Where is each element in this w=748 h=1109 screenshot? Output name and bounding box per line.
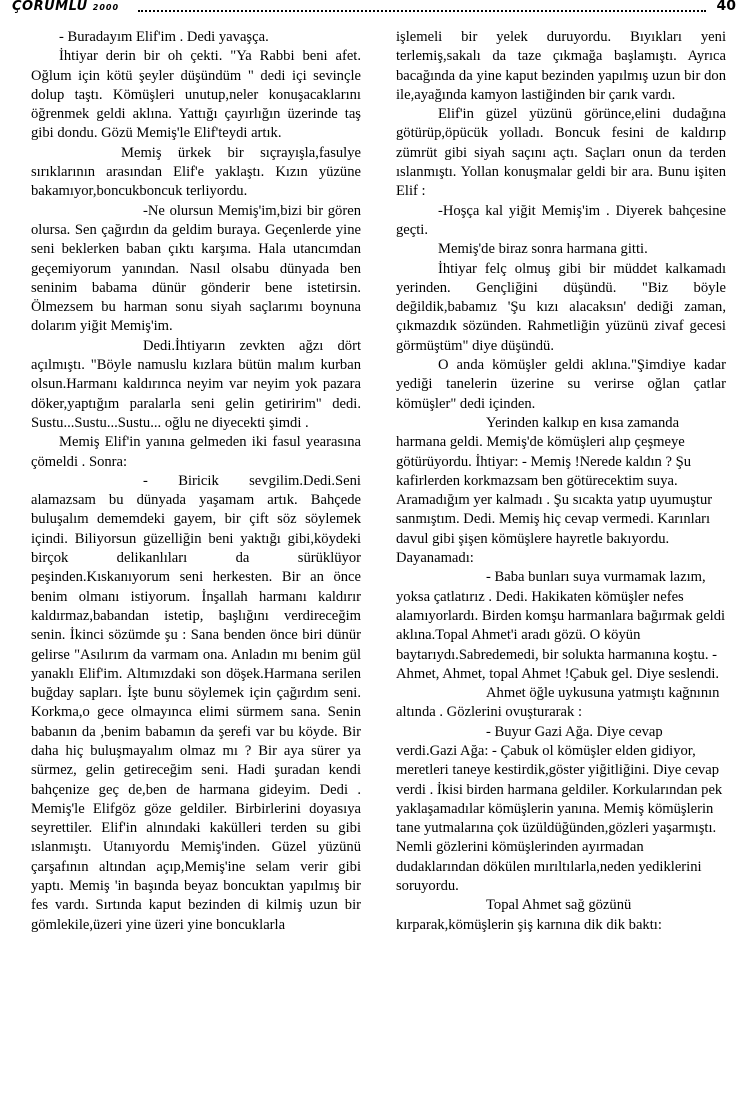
paragraph: işlemeli bir yelek duruyordu. Bıyıkları yeni terlemiş,sakalı da taze çıkmağa başlamıştı. Ayrıca bacağında da yine kaput bezinden yapılmış uzun bir don ile,ayağında kamyon lastiğinden bir çarık vardı. [396,29,726,103]
paragraph: - Baba bunları suya vurmamak lazım, yoksa çatlatırız . Dedi. Hakikaten kömüşler nefes alamıyorlardı. Birden komşu harmanlara bağırmak geldi aklına.Topal Ahmet'i aradı gözü. O köyün baytarıydı.Sabredemedi, bir solukta harmanına koştu. - Ahmet, Ahmet, topal Ahmet !Çabuk gel. Diye seslendi. [396,569,726,682]
paragraph: - Biricik sevgilim.Dedi.Seni alamazsam bu dünyada yaşamam artık. Bahçede buluşalım dememdeki gayem, bir çift söz söylemek içindi. Biliyorsun güzelliğin beni yaktığı gibi,köydeki birçok delikanlıları da sürüklüyor peşinden.Kıskanıyorum seni herkesten. Bir an önce benim olmanı istiyorum. İnşallah harmanı kaldırır kaldırmaz,babandan istetip, başlığını verdireceğim senin. İkinci sözümde şu : Sana benden önce biri dünür gelirse "Asılırım da varmam ona. Anladın mı benim gül yanaklı Elif'im. Altımızdaki son döşek.Harmana serilen buğday sapları. İşte bunu söylemek için çağırdım seni. Korkma,o gece olmayınca elimi sürmem sana. Senin babanın da ,benim babamın da şerefi var bu köyde. Bir daha hiç buluşmayalım olmaz mı ? Bir aya sürer ya sürmez, gelin getireceğim seni. Hadi şuradan kendi bahçenize geç de,ben de harmana gideyim. Dedi . Memiş'le Elifgöz göze geldiler. Birbirlerini doyasıya seyrettiler. Elif'in alnındaki kakülleri terden su gibi ıslanmıştı. Utanıyordu Memiş'inden. Güzel yüzünü çarşafının altından açıp,Memiş'ine selam verir gibi yaptı. Memiş 'in başında beyaz boncuktan yapılmış bir fes vardı. Sırtında kaput bezinden di kilmiş uzun bir gömlekile,üzeri yine üzeri yine boncuklarla [31,472,361,933]
page-number: 40 [716,0,736,14]
magazine-name [12,0,119,14]
page-header [10,0,738,18]
paragraph: İhtiyar derin bir oh çekti. "Ya Rabbi beni afet. Oğlum için kötü şeyler düşündüm " dedi içi sevinçle dolup taştı. Kömüşleri unutup,neler konuşacaklarını öğrenmek geldi aklına. Yattığı çayırlığın üzerinde taş gibi dondu. Gözü Memiş'le Elif'teydi artık. [31,48,361,142]
paragraph: - Buradayım Elif'im . Dedi yavaşça. [59,29,269,45]
header-rule [138,10,706,12]
paragraph: Ahmet öğle uykusuna yatmıştı kağnının altında . Gözlerini ovuşturarak : [396,685,720,721]
paragraph: Topal Ahmet sağ gözünü kırparak,kömüşlerin şiş karnına dik dik baktı: [396,897,662,933]
right-column [396,28,726,935]
paragraph: -Ne olursun Memiş'im,bizi bir gören olursa. Sen çağırdın da geldim buraya. Geçenlerde yine seni beklerken baban çıktı karşıma. Hala utancımdan geçemiyorum yanından. Nasıl olsabu dünyada ben seninim babama dünür gönderir bene istetirsin. Ölmezsem bu harman sonu siyah saçlarımı boynuna dolarım yiğit Memiş'im. [31,202,361,335]
paragraph: İhtiyar felç olmuş gibi bir müddet kalkamadı yerinden. Gençliğini düşündü. "Biz böyle değildik,babamız 'Şu kızı alacaksın' dediği zaman, çıkmazdık sözünden. Rahmetliğin yüzünü zivaf gecesi görmüştüm" diye düşündü. [396,260,726,354]
paragraph: -Hoşça kal yiğit Memiş'im . Diyerek bahçesine geçti. [396,202,726,238]
paragraph: Memiş'de biraz sonra harmana gitti. [438,241,648,258]
left-column [31,28,361,935]
paragraph: - Buyur Gazi Ağa. Diye cevap verdi.Gazi Ağa: - Çabuk ol kömüşler elden gidiyor, meretleri taneye kestirdik,göster yiğitliğini. Diye cevap verdi . İkisi birden harmana geldiler. Korkularından pek yaklaşamadılar kömüşlerin yanına. Memiş kömüşlerin tane yutmalarına çok üzüldüğünden,gözleri yaşarmıştı. Nemli gözlerini kömüşlerinden ayırmadan dudaklarından dökülen mırıltılarla,neden yediklerini soruyordu. [396,723,723,895]
paragraph: Elif'in güzel yüzünü görünce,elini dudağına götürüp,öpücük yolladı. Boncuk fesini de kaldırıp zümrüt gibi siyah saçını açtı. Saçları onun da terden ıslanmıştı. Yollan konuşmalar geldi bir ara. Bunu işiten Elif : [396,106,726,200]
paragraph: Dedi.İhtiyarın zevkten ağzı dört açılmıştı. "Böyle namuslu kızlara bütün malım kurban olsun.Harmanı kaldırınca neyim var neyim yok pazara döker,yaptığım paralarla seni gelin getiririm" dedi. Sustu...Sustu...Sustu... oğlu ne diyecekti şimdi . [31,337,361,431]
magazine-title: ÇORUMLU [12,0,88,14]
paragraph: Memiş Elif'in yanına gelmeden iki fasul yearasına çömeldi . Sonra: [31,434,361,470]
magazine-year: 2000 [92,3,120,12]
paragraph: Memiş ürkek bir sıçrayışla,fasulye sırıklarının arasından Elif'e yaklaştı. Kızın yüzüne bakamıyor,boncukboncuk terliyordu. [31,144,361,200]
paragraph: O anda kömüşler geldi aklına."Şimdiye kadar yediği tanelerin üzerine su verirse oğlan çatlar kömüşler" dedi içinden. [396,357,726,412]
paragraph: Yerinden kalkıp en kısa zamanda harmana geldi. Memiş'de kömüşleri alıp çeşmeye götürüyordu. İhtiyar: - Memiş !Nerede kaldın ? Şu kafirlerden korkmazsam ben götürecektim suya. Aramadığım yer kalmadı . Şu sıcakta yatıp uyumuştur sanmıştım. Dedi. Memiş hiç cevap vermedi. Karınları davul gibi şişen kömüşlere hayretle bakıyordu. Dayanamadı: [396,414,713,567]
